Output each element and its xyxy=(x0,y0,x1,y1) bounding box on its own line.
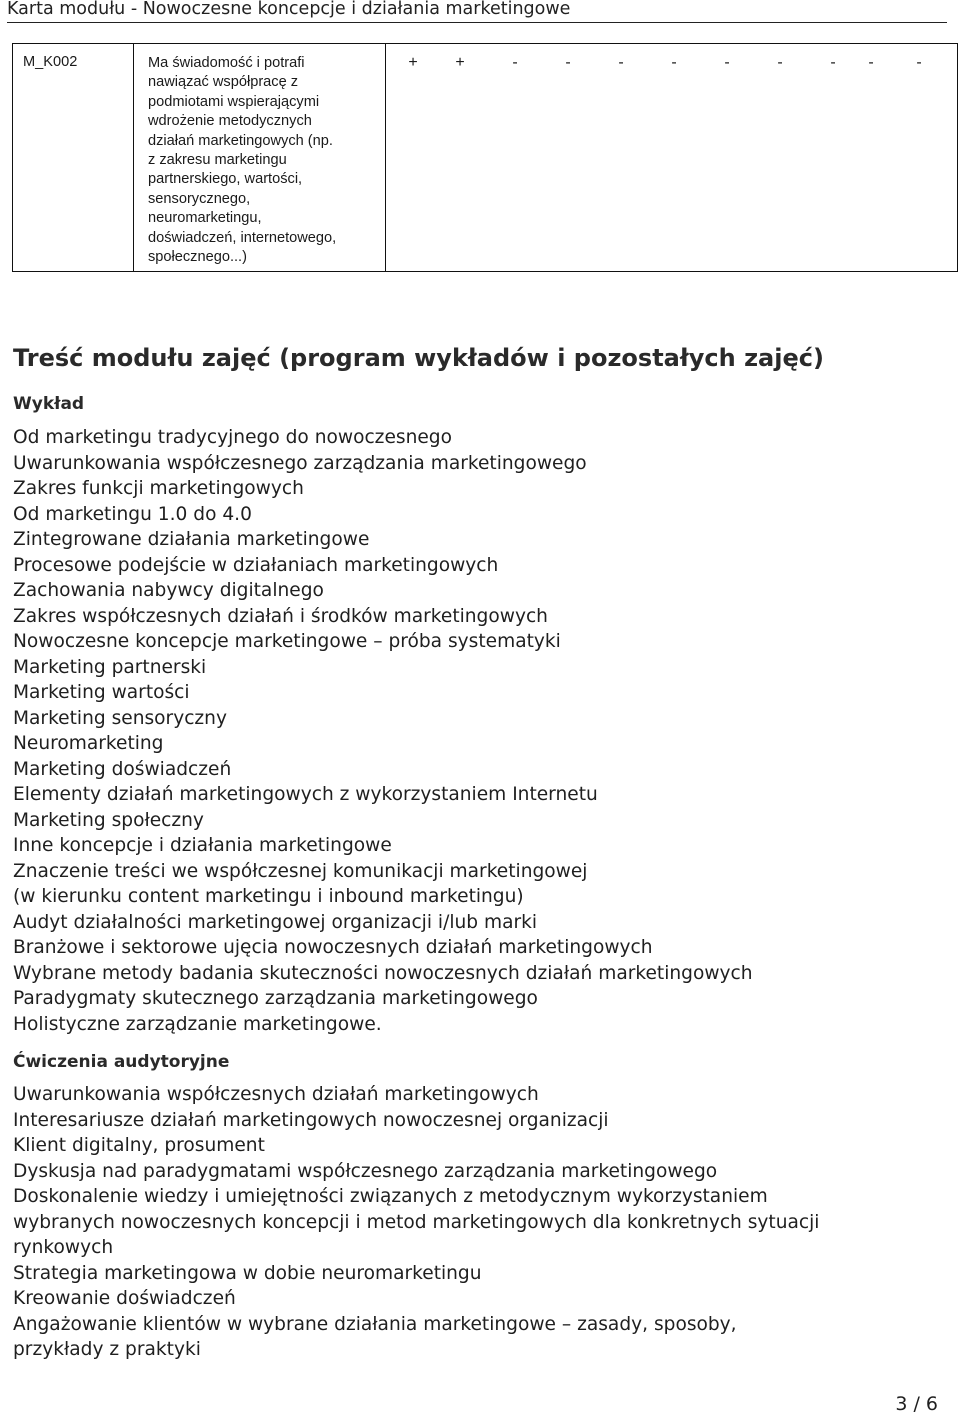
list-item: Inne koncepcje i działania marketingowe xyxy=(13,835,392,856)
page-number: 3 / 6 xyxy=(895,1393,938,1415)
list-item: Audyt działalności marketingowej organizacji i/lub marki xyxy=(13,911,538,933)
lecture-topics-list xyxy=(13,425,753,1037)
description-line: Ma świadomość i potrafi xyxy=(148,55,305,71)
list-item: Holistyczne zarządzanie marketingowe. xyxy=(13,1013,382,1035)
list-item: Znaczenie treści we współczesnej komunikacji marketingowej xyxy=(13,860,588,882)
mark: - xyxy=(671,54,677,71)
mark: - xyxy=(565,54,571,71)
description-line: działań marketingowych (np. xyxy=(148,132,333,149)
list-item: Nowoczesne koncepcje marketingowe – próba systematyki xyxy=(13,631,561,652)
list-item: Marketing wartości xyxy=(13,682,190,703)
list-item: rynkowych xyxy=(13,1237,114,1258)
list-item: wybranych nowoczesnych koncepcji i metod marketingowych dla konkretnych sytuacji xyxy=(13,1211,820,1233)
list-item: Kreowanie doświadczeń xyxy=(13,1288,236,1309)
list-item: Interesariusze działań marketingowych nowoczesnej organizacji xyxy=(13,1109,609,1131)
list-item: Od marketingu tradycyjnego do nowoczesnego xyxy=(13,427,452,448)
list-item: Wybrane metody badania skuteczności nowoczesnych działań marketingowych xyxy=(13,962,753,984)
effect-description xyxy=(134,44,386,272)
list-item: Klient digitalny, prosument xyxy=(13,1135,265,1156)
list-item: Elementy działań marketingowych z wykorzystaniem Internetu xyxy=(13,784,598,805)
effect-code: M_K002 xyxy=(13,44,134,272)
table-row xyxy=(13,44,958,272)
list-item: Od marketingu 1.0 do 4.0 xyxy=(13,503,252,525)
mark: - xyxy=(868,54,874,71)
mark: + xyxy=(455,54,465,71)
mark: + xyxy=(408,54,418,71)
effect-marks xyxy=(386,44,958,272)
mark: - xyxy=(777,54,783,71)
list-item: Paradygmaty skutecznego zarządzania marketingowego xyxy=(13,988,538,1009)
mark: - xyxy=(618,54,624,71)
list-item: przykłady z praktyki xyxy=(13,1339,201,1360)
description-line: nawiązać współpracę z xyxy=(148,74,299,91)
list-item: Doskonalenie wiedzy i umiejętności związanych z metodycznym wykorzystaniem xyxy=(13,1186,768,1207)
list-item: Marketing partnerski xyxy=(13,656,207,678)
list-item: Marketing doświadczeń xyxy=(13,758,232,780)
exercise-topics-list xyxy=(13,1082,819,1363)
description-line: z zakresu marketingu xyxy=(148,152,287,169)
list-item: Uwarunkowania współczesnych działań marketingowych xyxy=(13,1084,539,1105)
list-item: Strategia marketingowa w dobie neuromarketingu xyxy=(13,1262,482,1284)
list-item: Marketing sensoryczny xyxy=(13,707,227,729)
list-item: Dyskusja nad paradygmatami współczesnego zarządzania marketingowego xyxy=(13,1160,718,1182)
list-item: Uwarunkowania współczesnego zarządzania marketingowego xyxy=(13,452,587,474)
page-header-title: Karta modułu - Nowoczesne koncepcje i działania marketingowe xyxy=(7,0,571,19)
description-line: podmiotami wspierającymi xyxy=(148,93,320,110)
list-item: Zachowania nabywcy digitalnego xyxy=(13,580,324,601)
exercises-heading: Ćwiczenia audytoryjne xyxy=(13,1052,230,1072)
mark: - xyxy=(512,54,518,71)
list-item: Branżowe i sektorowe ujęcia nowoczesnych działań marketingowych xyxy=(13,937,653,958)
list-item: Neuromarketing xyxy=(13,733,164,754)
list-item: Angażowanie klientów w wybrane działania marketingowe – zasady, sposoby, xyxy=(13,1313,737,1335)
description-line: partnerskiego, wartości, xyxy=(148,171,303,188)
list-item: Zintegrowane działania marketingowe xyxy=(13,529,370,550)
description-line: społecznego...) xyxy=(148,249,247,266)
mark: - xyxy=(830,54,836,71)
section-title: Treść modułu zajęć (program wykładów i pozostałych zajęć) xyxy=(13,344,824,372)
list-item: Procesowe podejście w działaniach marketingowych xyxy=(13,554,499,576)
description-line: sensorycznego, xyxy=(148,190,251,207)
list-item: Zakres współczesnych działań i środków marketingowych xyxy=(13,605,548,627)
learning-effects-table xyxy=(12,43,958,272)
mark: - xyxy=(724,54,730,71)
description-line: neuromarketingu, xyxy=(148,210,262,227)
list-item: Zakres funkcji marketingowych xyxy=(13,478,304,499)
header-divider xyxy=(7,22,947,23)
list-item: (w kierunku content marketingu i inbound marketingu) xyxy=(13,886,524,907)
description-line: doświadczeń, internetowego, xyxy=(148,229,337,246)
list-item: Marketing społeczny xyxy=(13,809,204,831)
mark: - xyxy=(916,54,922,71)
description-line: wdrożenie metodycznych xyxy=(148,113,312,130)
lecture-heading: Wykład xyxy=(13,394,85,414)
